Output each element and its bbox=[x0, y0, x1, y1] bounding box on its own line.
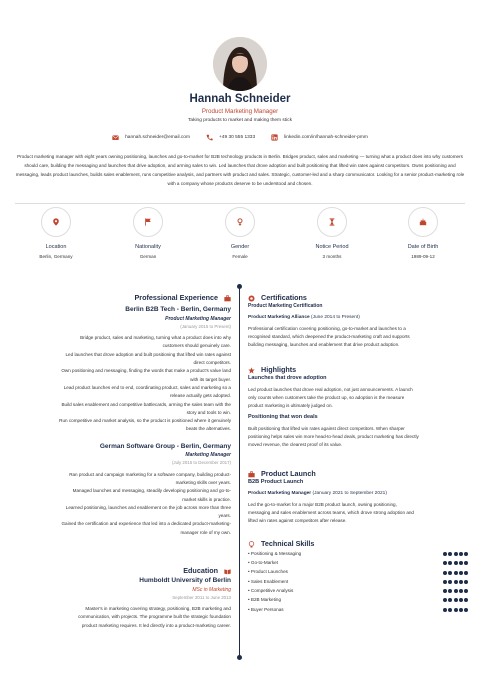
job-bullet: Lead product launches end to end, coordinating product, sales and marketing so a bbox=[63, 384, 231, 390]
rating-dot bbox=[454, 571, 458, 575]
rating-dot bbox=[459, 608, 463, 612]
personal-label: Gender bbox=[230, 244, 250, 250]
rating-dot bbox=[443, 589, 447, 593]
education-line: Master's in marketing covering strategy, positioning, B2B marketing and bbox=[85, 606, 231, 612]
skill-rating bbox=[443, 608, 468, 612]
job-bullet: market skills in practice. bbox=[182, 496, 231, 502]
section-heading: Technical Skills bbox=[248, 540, 468, 548]
rating-dot bbox=[459, 552, 463, 556]
skill-name: • Go-to-Market bbox=[248, 560, 278, 566]
personal-value: German bbox=[139, 254, 157, 259]
job-role: Product Marketing Manager bbox=[165, 315, 231, 322]
phone-text: +49 30 555 1333 bbox=[218, 135, 256, 140]
briefcase-icon bbox=[224, 295, 231, 302]
education-line: communication, with projects. The programme built the strategic foundation bbox=[78, 614, 231, 620]
skill-name: • Product Launches bbox=[248, 569, 288, 575]
skills-list bbox=[248, 549, 468, 614]
personal-label: Date of Birth bbox=[407, 244, 439, 250]
job-role: Marketing Manager bbox=[185, 452, 231, 459]
rating-dot bbox=[459, 589, 463, 593]
contact-linkedin[interactable] bbox=[271, 134, 368, 141]
lightbulb-icon bbox=[248, 541, 255, 548]
education-line: product marketing requires. It led directly into a product-marketing career. bbox=[81, 622, 231, 628]
job-bullet: Led launches that drove adoption and built positioning that lifted win rates against bbox=[65, 351, 231, 357]
education-dates: September 2011 to June 2013 bbox=[172, 594, 231, 600]
skill-row bbox=[248, 568, 468, 577]
rating-dot bbox=[443, 608, 447, 612]
personal-value: Female bbox=[232, 254, 248, 259]
flag-icon bbox=[144, 218, 152, 226]
profile-summary: Product marketing manager with eight years owning positioning, launches and go-to-market for B2B technology products in Berlin. Bridges product, sales and marketing — turning what a product does into why customers should care, building the messaging and launches that drive adoption, and arming sales to win. Led launches that drove adoption and built positioning that lifted win rates against competitors. Owns positioning and messaging, leads product launches, builds sales enablement, runs competitive analysis, and partners with product and sales. Strategic, customer-led and a sharp communicator. Looking for a senior product-marketing role with a company whose products deserve to be understood and chosen. bbox=[15, 154, 465, 186]
rating-dot bbox=[448, 561, 452, 565]
rating-dot bbox=[443, 552, 447, 556]
location-icon bbox=[52, 218, 60, 226]
candidate-name: Hannah Schneider bbox=[189, 93, 291, 105]
job-bullet: beats the alternatives. bbox=[186, 426, 231, 432]
rating-dot bbox=[454, 552, 458, 556]
skill-name: • Positioning & Messaging bbox=[248, 550, 302, 556]
job-bullet: marketing skills over years. bbox=[175, 479, 231, 485]
job-bullet: Gained the certification and experience that led into a dedicated product-marketing- bbox=[61, 521, 231, 527]
rating-dot bbox=[459, 598, 463, 602]
skill-name: • Buyer Personas bbox=[248, 606, 284, 612]
highlights-section bbox=[248, 366, 468, 450]
job-bullet: Bridge product, sales and marketing, turning what a product does into why bbox=[80, 335, 231, 341]
timeline-dot bbox=[237, 655, 242, 660]
rating-dot bbox=[448, 598, 452, 602]
linkedin-text: linkedin.com/in/hannah-schneider-pmm bbox=[284, 135, 368, 140]
personal-value: 3 months bbox=[322, 254, 342, 259]
skill-rating bbox=[443, 552, 468, 556]
rating-dot bbox=[443, 561, 447, 565]
experience-section bbox=[59, 294, 231, 537]
section-heading: Professional Experience bbox=[59, 294, 231, 302]
job-bullet: Build sales enablement and competitive battlecards, arming the sales team with the bbox=[61, 401, 231, 407]
contact-phone[interactable] bbox=[206, 134, 255, 141]
job-dates: (July 2015 to December 2017) bbox=[171, 460, 231, 466]
skill-rating bbox=[443, 589, 468, 593]
avatar bbox=[213, 37, 267, 91]
rating-dot bbox=[464, 598, 468, 602]
rating-dot bbox=[454, 598, 458, 602]
rating-dot bbox=[464, 561, 468, 565]
certification-line: building messaging, launches and enablement that drive product adoption. bbox=[248, 342, 400, 348]
rating-dot bbox=[448, 580, 452, 584]
education-section bbox=[78, 567, 231, 630]
job-dates: (January 2015 to Present) bbox=[180, 323, 231, 329]
skills-section bbox=[248, 540, 468, 614]
rating-dot bbox=[464, 580, 468, 584]
certification-issuer: Product Marketing Alliance (June 2014 to Present) bbox=[248, 314, 360, 320]
rating-dot bbox=[448, 589, 452, 593]
personal-notice bbox=[302, 207, 362, 259]
star-icon bbox=[248, 367, 255, 374]
skill-rating bbox=[443, 580, 468, 584]
rating-dot bbox=[443, 571, 447, 575]
contact-bar bbox=[0, 134, 480, 141]
section-heading: Product Launch bbox=[248, 470, 468, 478]
personal-label: Notice Period bbox=[315, 244, 349, 250]
rating-dot bbox=[448, 571, 452, 575]
rating-dot bbox=[454, 580, 458, 584]
highlight-title: Launches that drove adoption bbox=[248, 375, 327, 382]
skill-name: • B2B Marketing bbox=[248, 597, 282, 603]
personal-value: Berlin, Germany bbox=[39, 254, 73, 259]
highlight-line: moved revenue, the clearest proof of its value. bbox=[248, 442, 343, 448]
skill-row bbox=[248, 559, 468, 568]
email-icon bbox=[112, 134, 119, 141]
personal-label: Location bbox=[45, 244, 67, 250]
rating-dot bbox=[459, 571, 463, 575]
skill-row bbox=[248, 549, 468, 558]
briefcase-icon bbox=[248, 471, 255, 478]
job-bullet: Own positioning and messaging, finding the words that make a product's value land bbox=[61, 368, 231, 374]
personal-nationality bbox=[118, 207, 178, 259]
job-bullet: manager role of my own. bbox=[180, 529, 231, 535]
certification-line: Professional certification covering positioning, go-to-market and launches to a bbox=[248, 325, 406, 331]
timeline-line bbox=[239, 285, 240, 658]
rating-dot bbox=[459, 580, 463, 584]
rating-dot bbox=[464, 552, 468, 556]
job-bullet: Run competitive and market analysis, so the product is positioned where it genuinely bbox=[59, 418, 231, 424]
certifications-section bbox=[248, 294, 468, 350]
personal-label: Nationality bbox=[135, 244, 161, 250]
rating-dot bbox=[443, 598, 447, 602]
rating-dot bbox=[454, 561, 458, 565]
email-text: hannah.schneider@email.com bbox=[125, 135, 190, 140]
divider bbox=[15, 203, 465, 204]
personal-dob bbox=[393, 207, 453, 259]
job-bullet: customers should genuinely care. bbox=[162, 343, 231, 349]
highlight-line: only counts when customers take the product up, so adoption is the measure bbox=[248, 394, 405, 400]
section-heading: Education bbox=[78, 567, 231, 575]
company-name: Berlin B2B Tech - Berlin, Germany bbox=[125, 306, 231, 314]
launch-section bbox=[248, 470, 468, 526]
skill-rating bbox=[443, 598, 468, 602]
job-bullet: story and tools to win. bbox=[186, 409, 231, 415]
skill-name: • Sales Enablement bbox=[248, 578, 289, 584]
rating-dot bbox=[448, 608, 452, 612]
certification-line: recognised standard, which deepened the product-marketing craft and supports bbox=[248, 334, 410, 340]
school-name: Humboldt University of Berlin bbox=[139, 577, 231, 585]
launch-line: messaging and sales enablement across teams, which drove strong adoption and bbox=[248, 510, 414, 516]
hourglass-icon bbox=[328, 218, 336, 226]
personal-location bbox=[26, 207, 86, 259]
highlight-title: Positioning that won deals bbox=[248, 414, 318, 421]
skill-row bbox=[248, 596, 468, 605]
job-bullet: with its target buyer. bbox=[190, 376, 231, 382]
job-bullet: years. bbox=[218, 513, 231, 519]
certificate-icon bbox=[248, 295, 255, 302]
rating-dot bbox=[448, 552, 452, 556]
rating-dot bbox=[454, 589, 458, 593]
certification-name: Product Marketing Certification bbox=[248, 303, 323, 310]
launch-title: B2B Product Launch bbox=[248, 479, 304, 486]
highlight-line: product marketing is ultimately judged on. bbox=[248, 403, 333, 409]
skill-rating bbox=[443, 561, 468, 565]
job-bullet: Managed launches and messaging, steadily developing positioning and go-to- bbox=[72, 488, 231, 494]
rating-dot bbox=[464, 589, 468, 593]
job-bullet: release actually gets adopted. bbox=[169, 393, 231, 399]
company-name: German Software Group - Berlin, Germany bbox=[99, 442, 231, 450]
contact-email[interactable] bbox=[112, 134, 190, 141]
job-bullet: Ran product and campaign marketing for a software company, building product- bbox=[69, 471, 231, 477]
section-heading: Certifications bbox=[248, 294, 468, 302]
highlight-line: positioning helps sales win more head-to-head deals, product marketing has directly bbox=[248, 434, 419, 440]
gender-icon bbox=[236, 218, 244, 226]
tagline: Taking products to market and making them stick bbox=[188, 117, 292, 123]
skill-row bbox=[248, 586, 468, 595]
launch-role: Product Marketing Manager (January 2021 to September 2021) bbox=[248, 490, 387, 496]
job-bullet: direct competitors. bbox=[193, 360, 231, 366]
rating-dot bbox=[443, 580, 447, 584]
skill-row bbox=[248, 605, 468, 614]
section-heading: Highlights bbox=[248, 366, 468, 374]
rating-dot bbox=[459, 561, 463, 565]
highlight-line: Built positioning that lifted win rates against direct competitors. When sharper bbox=[248, 425, 405, 431]
job-bullet: Learned positioning, launches and enablement on the job across more than three bbox=[65, 504, 231, 510]
cake-icon bbox=[419, 218, 427, 226]
skill-row bbox=[248, 577, 468, 586]
skill-rating bbox=[443, 571, 468, 575]
personal-gender bbox=[210, 207, 270, 259]
job-title: Product Marketing Manager bbox=[201, 107, 279, 115]
launch-line: Led the go-to-market for a major B2B product launch, owning positioning, bbox=[248, 501, 397, 507]
skill-name: • Competitive Analysis bbox=[248, 587, 294, 593]
linkedin-icon bbox=[271, 134, 278, 141]
rating-dot bbox=[464, 571, 468, 575]
rating-dot bbox=[464, 608, 468, 612]
highlight-line: Led product launches that drove real adoption, not just announcements. A launch bbox=[248, 386, 413, 392]
degree: MSc in Marketing bbox=[192, 586, 231, 593]
phone-icon bbox=[206, 134, 213, 141]
launch-line: lifted win rates against competitors after release. bbox=[248, 518, 347, 524]
rating-dot bbox=[454, 608, 458, 612]
personal-value: 1989-09-12 bbox=[411, 254, 435, 259]
book-icon bbox=[224, 568, 231, 575]
